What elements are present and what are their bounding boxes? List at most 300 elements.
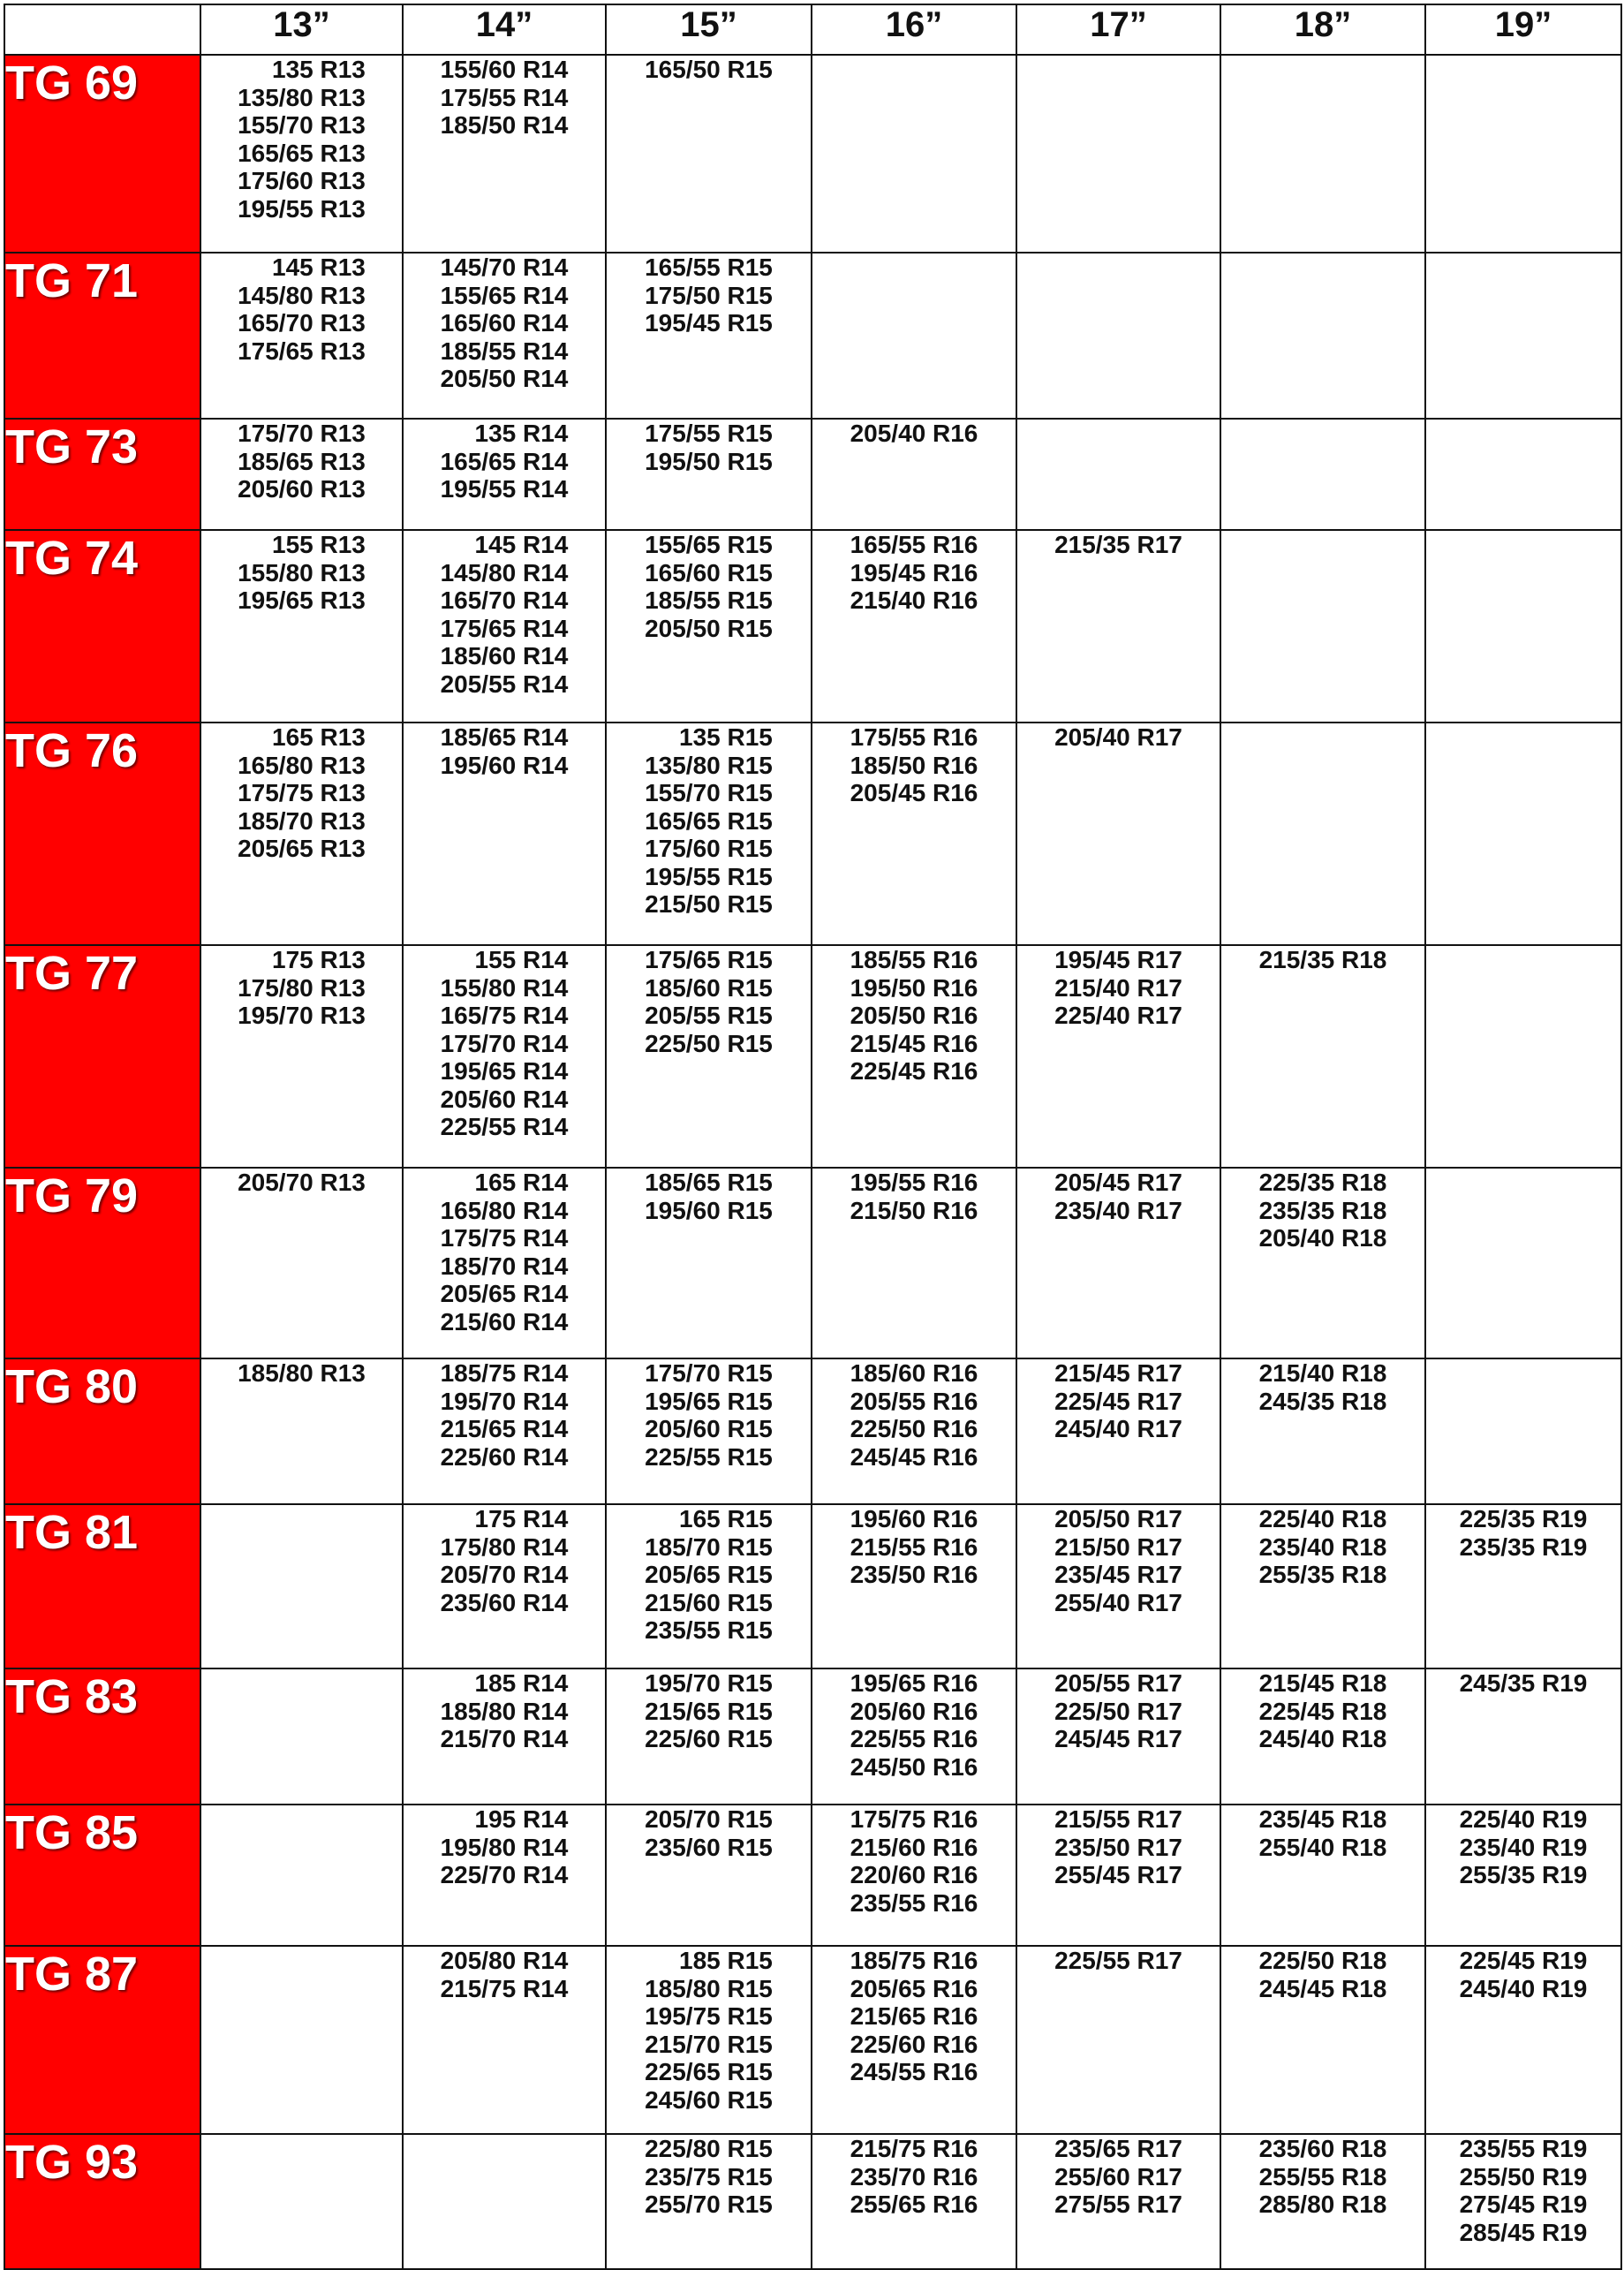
size-cell: [1220, 1504, 1425, 1668]
size-list: [441, 946, 569, 1141]
size-list: [441, 531, 569, 698]
tire-size: 185/60 R15: [645, 973, 773, 1002]
tire-size: 165/80 R13: [238, 751, 366, 779]
size-list: [850, 1359, 978, 1471]
tire-size: 195/80 R14: [440, 1833, 569, 1861]
size-cell: [1220, 253, 1425, 419]
row-label: TG 77: [4, 945, 200, 1168]
tire-size: 195/60 R16: [850, 1505, 978, 1532]
header-row: [4, 4, 1621, 55]
row-label: TG 93: [4, 2134, 200, 2269]
tire-size: 165/60 R15: [645, 558, 773, 586]
tire-size: 215/40 R16: [850, 586, 978, 614]
tire-size: 165/60 R14: [440, 309, 569, 337]
tire-size: 185/70 R14: [440, 1252, 569, 1280]
tire-size: 285/80 R18: [1258, 2191, 1387, 2218]
size-cell: [606, 2134, 812, 2269]
size-list: [238, 56, 366, 223]
tire-size: 155 R14: [474, 946, 569, 973]
size-cell: [1425, 1168, 1621, 1358]
tire-size: 185/65 R14: [440, 723, 569, 751]
size-cell: [812, 1946, 1016, 2134]
size-list: [1054, 1805, 1182, 1889]
size-list: [238, 531, 366, 615]
tire-size: 205/60 R15: [645, 1415, 773, 1442]
tire-size: 225/55 R16: [850, 1725, 978, 1752]
tire-size: 215/50 R17: [1054, 1532, 1182, 1561]
tire-size: 185/55 R16: [850, 946, 978, 973]
tire-size: 215/70 R14: [440, 1725, 569, 1752]
size-list: [645, 1669, 773, 1753]
tire-size: 185/75 R14: [440, 1359, 569, 1387]
tire-size: 275/45 R19: [1459, 2191, 1588, 2218]
tire-size: 225/70 R14: [440, 1861, 569, 1888]
size-cell: [606, 723, 812, 945]
size-cell: [403, 1805, 606, 1946]
size-list: [645, 723, 773, 919]
size-cell: [812, 723, 1016, 945]
column-header: 14”: [403, 4, 606, 55]
size-cell: [1016, 1358, 1220, 1504]
tire-size: 165/65 R14: [440, 447, 569, 475]
tire-size: 215/60 R15: [645, 1588, 773, 1616]
tire-size: 175/75 R14: [440, 1224, 569, 1252]
column-header: 17”: [1016, 4, 1220, 55]
tire-size: 225/80 R15: [645, 2135, 773, 2162]
tire-size: 205/65 R14: [440, 1280, 569, 1307]
table-body: [4, 55, 1621, 2269]
tire-size: 175/70 R14: [440, 1029, 569, 1057]
size-list: [238, 723, 366, 863]
size-cell: [1016, 253, 1220, 419]
tire-size: 235/45 R18: [1258, 1805, 1387, 1833]
tire-size: 175/50 R15: [645, 281, 773, 309]
table-row: [4, 1805, 1621, 1946]
tire-size: 195/75 R15: [645, 2002, 773, 2030]
tire-size: 225/60 R16: [850, 2030, 978, 2058]
tire-size: 195/55 R13: [238, 194, 366, 223]
tire-size: 145/70 R14: [440, 253, 569, 281]
tire-size: 255/50 R19: [1459, 2162, 1588, 2191]
size-list: [1259, 2135, 1387, 2219]
size-list: [1054, 946, 1182, 1030]
size-list: [850, 1505, 978, 1589]
row-label: TG 81: [4, 1504, 200, 1668]
tire-size: 175/65 R14: [440, 614, 569, 642]
column-header: 15”: [606, 4, 812, 55]
tire-size: 175/80 R14: [440, 1532, 569, 1561]
size-cell: [1425, 530, 1621, 723]
size-cell: [200, 1358, 403, 1504]
tire-size: 205/50 R15: [645, 614, 773, 642]
tire-size: 205/70 R15: [645, 1805, 773, 1833]
size-cell: [1220, 1358, 1425, 1504]
tire-size: 225/40 R19: [1459, 1805, 1588, 1833]
size-cell: [200, 1668, 403, 1805]
size-list: [645, 1169, 773, 1224]
tire-size: 175/65 R13: [238, 337, 366, 365]
tire-size: 205/40 R17: [1054, 723, 1182, 751]
size-cell: [1220, 1168, 1425, 1358]
size-list: [645, 1947, 773, 2114]
size-list: [238, 253, 366, 365]
size-list: [1054, 1947, 1182, 1975]
tire-size: 175 R13: [272, 946, 366, 973]
size-cell: [200, 530, 403, 723]
size-list: [238, 420, 366, 503]
size-list: [850, 1169, 978, 1224]
tire-size: 255/55 R18: [1258, 2162, 1387, 2191]
size-cell: [1425, 2134, 1621, 2269]
size-cell: [200, 723, 403, 945]
tire-size: 235/45 R17: [1054, 1561, 1182, 1588]
tire-size: 235/55 R15: [645, 1616, 773, 1644]
table-row: [4, 419, 1621, 530]
size-cell: [1425, 1805, 1621, 1946]
size-cell: [200, 1168, 403, 1358]
tire-size: 215/40 R17: [1054, 973, 1182, 1002]
tire-size: 215/45 R18: [1258, 1669, 1387, 1697]
tire-size: 205/65 R16: [850, 1974, 978, 2002]
size-cell: [403, 1668, 606, 1805]
size-cell: [1016, 2134, 1220, 2269]
size-list: [238, 1169, 366, 1197]
size-list: [1460, 1805, 1588, 1889]
size-list: [1259, 1359, 1387, 1415]
tire-size: 185/50 R16: [850, 751, 978, 779]
size-cell: [1220, 945, 1425, 1168]
size-list: [850, 1947, 978, 2086]
tire-size: 145 R13: [272, 253, 366, 281]
size-list: [441, 1947, 569, 2002]
row-label: TG 69: [4, 55, 200, 253]
size-cell: [812, 1668, 1016, 1805]
tire-size: 255/70 R15: [645, 2191, 773, 2218]
size-cell: [1220, 530, 1425, 723]
size-cell: [812, 1168, 1016, 1358]
tire-size: 235/40 R17: [1054, 1196, 1182, 1224]
size-cell: [606, 530, 812, 723]
size-cell: [1220, 1805, 1425, 1946]
tire-size: 195/70 R13: [238, 1002, 366, 1029]
tire-size: 205/55 R15: [645, 1002, 773, 1029]
size-cell: [1016, 1946, 1220, 2134]
tire-size: 235/50 R16: [850, 1561, 978, 1588]
tire-size: 235/60 R14: [440, 1588, 569, 1616]
tire-size: 225/65 R15: [645, 2058, 773, 2085]
tire-size: 165/50 R15: [645, 56, 773, 83]
size-cell: [403, 530, 606, 723]
size-list: [1054, 1669, 1182, 1753]
tire-size: 165/55 R16: [850, 531, 978, 558]
size-cell: [606, 1668, 812, 1805]
row-label: TG 83: [4, 1668, 200, 1805]
tire-size: 175/55 R16: [850, 723, 978, 751]
tire-size: 225/50 R15: [645, 1029, 773, 1057]
tire-size: 135 R14: [474, 420, 569, 447]
tire-size: 185/65 R15: [645, 1169, 773, 1196]
size-list: [1460, 2135, 1588, 2246]
tire-size: 245/45 R18: [1258, 1974, 1387, 2002]
size-list: [441, 420, 569, 503]
tire-size: 215/65 R15: [645, 1697, 773, 1725]
size-cell: [200, 1504, 403, 1668]
tire-size: 215/70 R15: [645, 2030, 773, 2058]
size-cell: [1425, 253, 1621, 419]
tire-size: 135/80 R15: [645, 751, 773, 779]
tire-size: 225/50 R16: [850, 1415, 978, 1442]
size-list: [645, 531, 773, 642]
tire-size: 215/75 R14: [440, 1974, 569, 2002]
tire-size: 155/70 R13: [238, 111, 366, 139]
tire-size: 175/60 R15: [645, 835, 773, 862]
size-list: [441, 723, 569, 779]
size-list: [441, 56, 569, 140]
tire-size: 235/60 R15: [645, 1833, 773, 1861]
tire-size: 225/60 R15: [645, 1725, 773, 1752]
size-cell: [812, 1805, 1016, 1946]
size-cell: [1016, 1668, 1220, 1805]
tire-size: 215/35 R18: [1258, 946, 1387, 973]
tire-size: 155/70 R15: [645, 779, 773, 806]
size-list: [1054, 1169, 1182, 1224]
size-cell: [812, 530, 1016, 723]
tire-size: 205/70 R14: [440, 1561, 569, 1588]
size-list: [645, 2135, 773, 2219]
size-cell: [1425, 1946, 1621, 2134]
tire-size: 215/60 R14: [440, 1307, 569, 1336]
tire-size: 245/35 R19: [1459, 1669, 1588, 1697]
tire-size: 215/35 R17: [1054, 531, 1182, 558]
size-list: [850, 531, 978, 615]
tire-size: 225/45 R18: [1258, 1697, 1387, 1725]
tire-size: 165 R14: [474, 1169, 569, 1196]
tire-size: 195/45 R15: [645, 309, 773, 337]
tire-size: 155/65 R14: [440, 281, 569, 309]
tire-size: 215/55 R17: [1054, 1805, 1182, 1833]
size-cell: [606, 1358, 812, 1504]
size-list: [441, 1669, 569, 1753]
size-cell: [812, 2134, 1016, 2269]
tire-size: 215/45 R16: [850, 1029, 978, 1057]
table-row: [4, 1504, 1621, 1668]
tire-size: 195/55 R16: [850, 1169, 978, 1196]
tire-size: 235/40 R19: [1459, 1833, 1588, 1861]
tire-size: 195/65 R13: [238, 586, 366, 614]
tire-size: 215/40 R18: [1258, 1359, 1387, 1387]
tire-size: 245/55 R16: [850, 2058, 978, 2085]
size-list: [850, 946, 978, 1086]
tire-size: 225/50 R17: [1054, 1697, 1182, 1725]
tire-size: 185/80 R13: [238, 1359, 366, 1387]
tire-size: 255/35 R19: [1459, 1861, 1588, 1888]
size-cell: [200, 253, 403, 419]
size-cell: [1220, 419, 1425, 530]
tire-size: 225/55 R17: [1054, 1947, 1182, 1974]
size-list: [1259, 1505, 1387, 1589]
size-list: [1054, 1359, 1182, 1443]
table-row: [4, 1358, 1621, 1504]
tire-size: 175/70 R13: [238, 420, 366, 447]
size-cell: [606, 945, 812, 1168]
tire-size: 205/45 R17: [1054, 1169, 1182, 1196]
tire-size: 185/75 R16: [850, 1947, 978, 1974]
size-list: [850, 1805, 978, 1917]
size-list: [850, 1669, 978, 1781]
tire-size: 195/65 R16: [850, 1669, 978, 1697]
size-list: [1054, 531, 1182, 559]
size-list: [1054, 723, 1182, 752]
row-label: TG 80: [4, 1358, 200, 1504]
tire-size: 175/80 R13: [238, 973, 366, 1002]
size-list: [441, 1169, 569, 1336]
tire-size: 185/55 R15: [645, 586, 773, 614]
tire-size: 205/60 R13: [238, 475, 366, 503]
size-list: [1460, 1505, 1588, 1561]
size-cell: [403, 1504, 606, 1668]
size-list: [1460, 1947, 1588, 2002]
size-cell: [1425, 945, 1621, 1168]
size-cell: [1016, 1168, 1220, 1358]
tire-size: 185/50 R14: [440, 111, 569, 139]
tire-size: 235/35 R19: [1459, 1532, 1588, 1561]
size-list: [1259, 1805, 1387, 1861]
row-label: TG 79: [4, 1168, 200, 1358]
tire-size: 245/45 R16: [850, 1442, 978, 1471]
table-row: [4, 1168, 1621, 1358]
size-cell: [403, 723, 606, 945]
tire-size: 185/80 R15: [645, 1974, 773, 2002]
tire-size: 205/65 R15: [645, 1561, 773, 1588]
size-list: [645, 1505, 773, 1645]
tire-size: 165/70 R13: [238, 309, 366, 337]
tire-size: 165/65 R13: [238, 139, 366, 167]
tire-size: 225/45 R16: [850, 1057, 978, 1085]
tire-size: 225/35 R19: [1459, 1505, 1588, 1532]
tire-size: 225/50 R18: [1258, 1947, 1387, 1974]
size-list: [645, 946, 773, 1057]
tire-size: 205/55 R14: [440, 670, 569, 698]
tire-size: 185/70 R13: [238, 806, 366, 835]
tire-size: 245/40 R17: [1054, 1415, 1182, 1442]
size-table: [4, 4, 1622, 2270]
size-cell: [1016, 1504, 1220, 1668]
tire-size: 205/40 R18: [1258, 1224, 1387, 1252]
tire-size: 245/50 R16: [850, 1752, 978, 1781]
tire-size: 195/55 R15: [645, 862, 773, 890]
column-header: 16”: [812, 4, 1016, 55]
size-cell: [606, 253, 812, 419]
tire-size: 195/45 R17: [1054, 946, 1182, 973]
tire-size: 220/60 R16: [850, 1861, 978, 1888]
tire-size: 215/50 R15: [645, 890, 773, 918]
tire-size: 195/65 R15: [645, 1387, 773, 1415]
tire-size: 165/70 R14: [440, 586, 569, 614]
tire-size: 155/60 R14: [440, 56, 569, 83]
tire-size: 175/55 R14: [440, 83, 569, 111]
size-cell: [1220, 1668, 1425, 1805]
size-cell: [1425, 55, 1621, 253]
size-cell: [1425, 1358, 1621, 1504]
tire-size: 195/50 R15: [645, 447, 773, 475]
size-cell: [1220, 723, 1425, 945]
size-cell: [200, 945, 403, 1168]
size-cell: [1425, 1668, 1621, 1805]
tire-size: 205/60 R16: [850, 1697, 978, 1725]
tire-size: 175/75 R16: [850, 1805, 978, 1833]
tire-size: 165 R13: [272, 723, 366, 751]
tire-size: 135/80 R13: [238, 83, 366, 111]
size-list: [441, 1359, 569, 1471]
tire-size: 245/35 R18: [1258, 1387, 1387, 1415]
size-list: [1054, 1505, 1182, 1616]
tire-size: 185/55 R14: [440, 337, 569, 365]
size-cell: [403, 2134, 606, 2269]
tire-size: 215/55 R16: [850, 1532, 978, 1561]
size-list: [441, 1505, 569, 1616]
tire-size: 205/55 R17: [1054, 1669, 1182, 1697]
tire-size: 135 R13: [272, 56, 366, 83]
size-cell: [1220, 2134, 1425, 2269]
tire-size: 195/65 R14: [440, 1057, 569, 1085]
tire-size: 155 R13: [272, 531, 366, 558]
tire-size: 165/55 R15: [645, 253, 773, 281]
tire-size: 235/65 R17: [1054, 2135, 1182, 2162]
tire-size: 135 R15: [679, 723, 773, 751]
size-cell: [403, 1946, 606, 2134]
tire-size: 175/75 R13: [238, 779, 366, 806]
size-cell: [812, 55, 1016, 253]
tire-size: 235/55 R19: [1459, 2135, 1588, 2162]
tire-size: 205/40 R16: [850, 420, 978, 447]
size-cell: [403, 253, 606, 419]
size-cell: [1016, 945, 1220, 1168]
column-header: 18”: [1220, 4, 1425, 55]
tire-size: 285/45 R19: [1459, 2218, 1588, 2246]
table-row: [4, 723, 1621, 945]
size-cell: [1016, 530, 1220, 723]
corner-cell: [4, 4, 200, 55]
size-cell: [812, 1358, 1016, 1504]
tire-size: 205/80 R14: [440, 1947, 569, 1974]
row-label: TG 87: [4, 1946, 200, 2134]
tire-size: 185 R14: [474, 1669, 569, 1697]
tire-size: 235/50 R17: [1054, 1833, 1182, 1861]
tire-size: 205/45 R16: [850, 779, 978, 806]
size-cell: [1425, 723, 1621, 945]
tire-size: 225/55 R15: [645, 1442, 773, 1471]
tire-size: 235/70 R16: [850, 2162, 978, 2191]
size-cell: [606, 1946, 812, 2134]
tire-size: 245/45 R17: [1054, 1725, 1182, 1752]
tire-size: 215/60 R16: [850, 1833, 978, 1861]
tire-size: 165/80 R14: [440, 1196, 569, 1224]
tire-size: 245/60 R15: [645, 2085, 773, 2114]
tire-size: 215/50 R16: [850, 1196, 978, 1224]
tire-size: 155/80 R14: [440, 973, 569, 1002]
size-cell: [812, 1504, 1016, 1668]
size-list: [1460, 1669, 1588, 1698]
tire-size: 255/40 R18: [1258, 1833, 1387, 1861]
row-label: TG 73: [4, 419, 200, 530]
size-cell: [403, 1358, 606, 1504]
tire-size: 185/60 R14: [440, 642, 569, 670]
size-cell: [812, 253, 1016, 419]
tire-size: 235/60 R18: [1258, 2135, 1387, 2162]
size-cell: [606, 1504, 812, 1668]
tire-size: 235/40 R18: [1258, 1532, 1387, 1561]
table-row: [4, 530, 1621, 723]
